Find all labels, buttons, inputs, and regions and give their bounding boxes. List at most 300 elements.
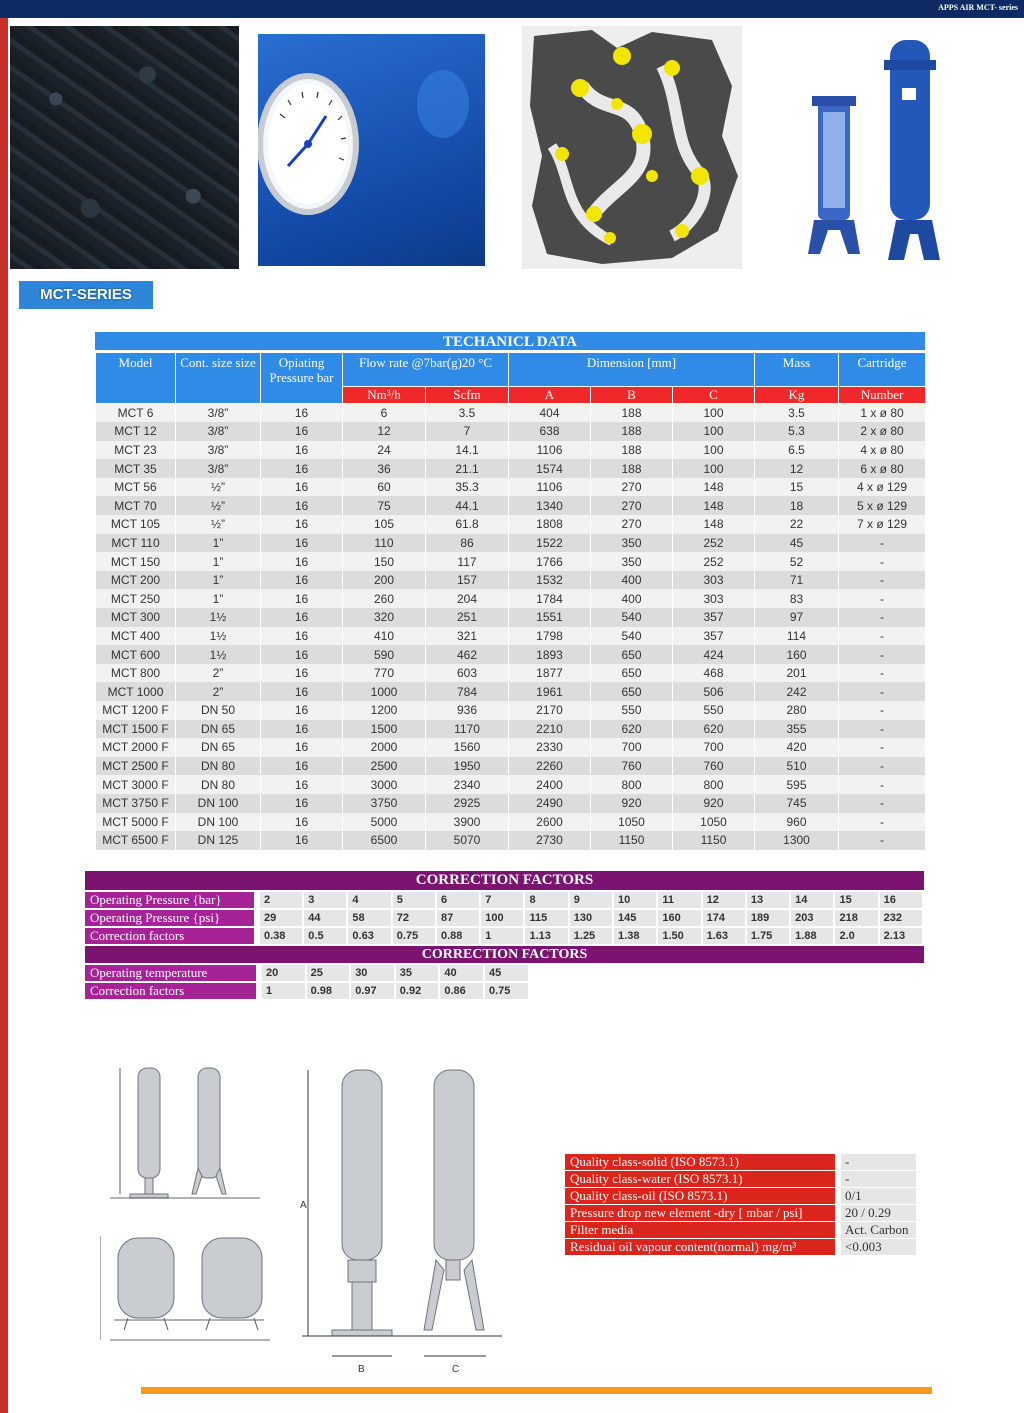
correction-value: 16	[880, 892, 924, 908]
table-cell: 1551	[509, 608, 591, 627]
table-cell: DN 65	[176, 720, 261, 739]
table-cell: 16	[261, 831, 343, 850]
col-cartridge: Cartridge	[839, 353, 926, 387]
table-cell: 770	[343, 664, 426, 683]
filter-dimension-drawings-large	[296, 1060, 512, 1385]
table-cell: 1½	[176, 627, 261, 646]
correction-row-label: Correction factors	[85, 983, 262, 999]
table-cell: 3/8”	[176, 422, 261, 441]
table-cell: 71	[755, 571, 839, 590]
correction-value: 44	[304, 910, 348, 926]
table-cell: 650	[591, 682, 673, 701]
correction-value: 87	[437, 910, 481, 926]
table-cell: 45	[755, 534, 839, 553]
table-cell: 251	[426, 608, 509, 627]
correction-value: 0.75	[393, 928, 437, 944]
table-cell: 60	[343, 478, 426, 497]
table-cell: 1 x ø 80	[839, 404, 926, 423]
table-cell: 5.3	[755, 422, 839, 441]
table-cell: 1798	[509, 627, 591, 646]
table-cell: 1500	[343, 720, 426, 739]
table-cell: 100	[673, 422, 755, 441]
table-cell: 540	[591, 608, 673, 627]
table-cell: 1170	[426, 720, 509, 739]
table-cell: 18	[755, 496, 839, 515]
table-cell: 1½	[176, 608, 261, 627]
correction-value: 4	[348, 892, 392, 908]
table-row	[96, 534, 926, 553]
correction-value: 13	[747, 892, 791, 908]
table-cell: 1106	[509, 441, 591, 460]
technical-data-rows	[96, 404, 926, 850]
quality-value: Act. Carbon	[841, 1222, 916, 1238]
table-cell: 52	[755, 552, 839, 571]
correction-value: 160	[658, 910, 702, 926]
table-cell: 400	[591, 571, 673, 590]
footer-accent-bar	[141, 1387, 932, 1394]
technical-data-title: TECHANICL DATA	[95, 332, 925, 352]
table-cell: 462	[426, 645, 509, 664]
table-cell: 700	[591, 738, 673, 757]
table-row	[96, 552, 926, 571]
correction-value: 115	[525, 910, 569, 926]
table-cell: 16	[261, 720, 343, 739]
correction-value: 1.25	[570, 928, 614, 944]
table-cell: 410	[343, 627, 426, 646]
table-cell: 3/8”	[176, 459, 261, 478]
table-cell: -	[839, 534, 926, 553]
table-cell: 148	[673, 478, 755, 497]
table-cell: -	[839, 813, 926, 832]
table-cell: MCT 800	[96, 664, 176, 683]
col-model: Model	[96, 353, 176, 404]
table-row	[96, 701, 926, 720]
table-cell: 2400	[509, 775, 591, 794]
col-dimension: Dimension [mm]	[509, 353, 755, 387]
correction-value: 15	[835, 892, 879, 908]
table-cell: 357	[673, 627, 755, 646]
table-row	[96, 627, 926, 646]
table-cell: 6500	[343, 831, 426, 850]
table-cell: 16	[261, 757, 343, 776]
table-cell: 1050	[673, 813, 755, 832]
quality-label: Pressure drop new element -dry [ mbar / psi]	[565, 1205, 841, 1221]
table-cell: 16	[261, 589, 343, 608]
table-cell: 936	[426, 701, 509, 720]
quality-label: Quality class-oil (ISO 8573.1)	[565, 1188, 841, 1204]
correction-row-label: Operating temperature	[85, 965, 262, 981]
table-cell: 16	[261, 645, 343, 664]
pressure-gauge-photo	[258, 34, 485, 266]
subcol-number: Number	[839, 387, 926, 404]
quality-row	[565, 1154, 916, 1170]
table-cell: 3900	[426, 813, 509, 832]
table-cell: 1”	[176, 571, 261, 590]
table-cell: 506	[673, 682, 755, 701]
table-cell: 148	[673, 496, 755, 515]
table-cell: 2210	[509, 720, 591, 739]
table-cell: 97	[755, 608, 839, 627]
table-cell: 188	[591, 404, 673, 423]
table-cell: 1150	[673, 831, 755, 850]
correction-row	[85, 965, 530, 981]
correction-value: 1	[262, 983, 307, 999]
table-cell: DN 80	[176, 775, 261, 794]
left-accent-bar	[0, 18, 8, 1413]
table-cell: MCT 200	[96, 571, 176, 590]
correction-row	[85, 983, 530, 999]
table-cell: MCT 12	[96, 422, 176, 441]
correction-value: 0.98	[307, 983, 352, 999]
table-cell: MCT 3750 F	[96, 794, 176, 813]
pressure-correction-grid	[85, 890, 924, 946]
correction-value: 0.92	[396, 983, 441, 999]
table-cell: DN 100	[176, 813, 261, 832]
table-cell: 420	[755, 738, 839, 757]
table-cell: -	[839, 608, 926, 627]
table-cell: 16	[261, 794, 343, 813]
correction-value: 0.63	[348, 928, 392, 944]
correction-value: 40	[440, 965, 485, 981]
table-cell: 550	[673, 701, 755, 720]
table-cell: 16	[261, 664, 343, 683]
quality-class-table	[565, 1153, 916, 1256]
correction-value: 7	[481, 892, 525, 908]
table-cell: 1”	[176, 534, 261, 553]
table-row	[96, 682, 926, 701]
correction-value: 1.13	[525, 928, 569, 944]
table-cell: DN 80	[176, 757, 261, 776]
col-cont-size: Cont. size size	[176, 353, 261, 404]
table-cell: 1574	[509, 459, 591, 478]
table-cell: MCT 56	[96, 478, 176, 497]
correction-value: 2.13	[880, 928, 924, 944]
quality-row	[565, 1222, 916, 1238]
table-cell: 320	[343, 608, 426, 627]
quality-label: Filter media	[565, 1222, 841, 1238]
table-cell: 117	[426, 552, 509, 571]
table-row	[96, 664, 926, 683]
table-row	[96, 496, 926, 515]
table-cell: 620	[591, 720, 673, 739]
table-cell: 188	[591, 441, 673, 460]
table-cell: 638	[509, 422, 591, 441]
quality-label: Quality class-water (ISO 8573.1)	[565, 1171, 841, 1187]
temperature-correction-grid	[85, 963, 530, 1001]
correction-value: 20	[262, 965, 307, 981]
filter-housing-photo	[800, 34, 950, 270]
table-cell: 1”	[176, 552, 261, 571]
table-cell: 105	[343, 515, 426, 534]
series-badge: MCT-SERIES	[19, 281, 153, 309]
correction-value: 9	[570, 892, 614, 908]
correction-value: 1.63	[703, 928, 747, 944]
correction-row-label: Correction factors	[85, 928, 260, 944]
table-cell: MCT 250	[96, 589, 176, 608]
table-cell: 1522	[509, 534, 591, 553]
activated-carbon-photo	[10, 26, 239, 269]
correction-row	[85, 910, 924, 926]
table-cell: 114	[755, 627, 839, 646]
col-flow-rate	[343, 353, 509, 387]
table-cell: 21.1	[426, 459, 509, 478]
table-cell: 1340	[509, 496, 591, 515]
table-cell: 1893	[509, 645, 591, 664]
correction-value: 1.75	[747, 928, 791, 944]
correction-value: 0.86	[440, 983, 485, 999]
table-cell: 16	[261, 682, 343, 701]
table-cell: 1050	[591, 813, 673, 832]
table-cell: 350	[591, 534, 673, 553]
quality-value: 0/1	[841, 1188, 916, 1204]
table-cell: 16	[261, 701, 343, 720]
quality-row	[565, 1239, 916, 1255]
table-cell: -	[839, 738, 926, 757]
correction-value: 1.88	[791, 928, 835, 944]
table-cell: 2340	[426, 775, 509, 794]
correction-value: 0.75	[485, 983, 530, 999]
table-cell: 16	[261, 775, 343, 794]
table-cell: 270	[591, 515, 673, 534]
correction-value: 1	[481, 928, 525, 944]
table-cell: 188	[591, 422, 673, 441]
table-cell: 16	[261, 515, 343, 534]
quality-label: Residual oil vapour content(normal) mg/m³	[565, 1239, 841, 1255]
correction-value: 130	[570, 910, 614, 926]
table-cell: 16	[261, 422, 343, 441]
quality-value: 20 / 0.29	[841, 1205, 916, 1221]
table-cell: 16	[261, 608, 343, 627]
header-title: APPS AIR MCT- series	[938, 3, 1018, 12]
top-banner	[0, 0, 1024, 18]
quality-label: Quality class-solid (ISO 8573.1)	[565, 1154, 841, 1170]
table-cell: 12	[343, 422, 426, 441]
table-cell: 83	[755, 589, 839, 608]
table-cell: 3750	[343, 794, 426, 813]
table-row	[96, 571, 926, 590]
table-cell: 16	[261, 478, 343, 497]
table-cell: 920	[673, 794, 755, 813]
table-cell: 100	[673, 459, 755, 478]
table-cell: 280	[755, 701, 839, 720]
table-cell: MCT 2000 F	[96, 738, 176, 757]
table-cell: 2”	[176, 682, 261, 701]
table-cell: 784	[426, 682, 509, 701]
table-cell: 24	[343, 441, 426, 460]
table-cell: DN 100	[176, 794, 261, 813]
correction-value: 145	[614, 910, 658, 926]
table-cell: 1532	[509, 571, 591, 590]
table-cell: 1106	[509, 478, 591, 497]
table-cell: 16	[261, 441, 343, 460]
table-cell: 540	[591, 627, 673, 646]
table-cell: 2”	[176, 664, 261, 683]
table-cell: MCT 1000	[96, 682, 176, 701]
temperature-correction-table	[85, 946, 924, 1001]
correction-value: 30	[351, 965, 396, 981]
correction-value: 10	[614, 892, 658, 908]
table-cell: MCT 70	[96, 496, 176, 515]
table-cell: 760	[673, 757, 755, 776]
quality-row	[565, 1171, 916, 1187]
subcol-b: B	[591, 387, 673, 404]
table-cell: MCT 3000 F	[96, 775, 176, 794]
table-cell: 61.8	[426, 515, 509, 534]
table-cell: -	[839, 701, 926, 720]
quality-value: -	[841, 1171, 916, 1187]
subcol-nm3: Nm³/h	[343, 387, 426, 404]
correction-value: 2.0	[835, 928, 879, 944]
table-cell: 2170	[509, 701, 591, 720]
table-cell: 2600	[509, 813, 591, 832]
table-cell: MCT 6	[96, 404, 176, 423]
table-cell: 16	[261, 552, 343, 571]
correction-value: 12	[703, 892, 747, 908]
table-cell: 2000	[343, 738, 426, 757]
table-cell: 16	[261, 534, 343, 553]
table-cell: 2260	[509, 757, 591, 776]
quality-value: -	[841, 1154, 916, 1170]
table-cell: 350	[591, 552, 673, 571]
table-cell: 15	[755, 478, 839, 497]
table-row	[96, 441, 926, 460]
table-cell: 148	[673, 515, 755, 534]
table-row	[96, 608, 926, 627]
table-cell: 3/8”	[176, 404, 261, 423]
table-cell: 650	[591, 645, 673, 664]
table-cell: 1766	[509, 552, 591, 571]
table-cell: 760	[591, 757, 673, 776]
table-cell: 745	[755, 794, 839, 813]
table-cell: MCT 35	[96, 459, 176, 478]
table-cell: -	[839, 794, 926, 813]
table-cell: MCT 1500 F	[96, 720, 176, 739]
table-cell: -	[839, 645, 926, 664]
table-cell: 424	[673, 645, 755, 664]
correction-row-label: Operating Pressure {bar}	[85, 892, 260, 908]
table-cell: 110	[343, 534, 426, 553]
correction-value: 14	[791, 892, 835, 908]
filter-dimension-drawings-small	[100, 1058, 280, 1373]
table-cell: MCT 400	[96, 627, 176, 646]
table-cell: 201	[755, 664, 839, 683]
table-cell: 550	[591, 701, 673, 720]
dimension-label-a: A	[300, 1200, 307, 1211]
correction-value: 0.88	[437, 928, 481, 944]
table-cell: 7 x ø 129	[839, 515, 926, 534]
table-cell: 510	[755, 757, 839, 776]
correction-value: 100	[481, 910, 525, 926]
table-cell: 355	[755, 720, 839, 739]
table-cell: 160	[755, 645, 839, 664]
correction-value: 25	[307, 965, 352, 981]
table-cell: 700	[673, 738, 755, 757]
table-cell: 86	[426, 534, 509, 553]
table-row	[96, 813, 926, 832]
table-cell: 3.5	[755, 404, 839, 423]
table-cell: 3000	[343, 775, 426, 794]
correction-value: 0.38	[260, 928, 304, 944]
correction-value: 11	[658, 892, 702, 908]
table-cell: 321	[426, 627, 509, 646]
table-row	[96, 738, 926, 757]
table-row	[96, 720, 926, 739]
table-cell: 3/8”	[176, 441, 261, 460]
table-cell: -	[839, 720, 926, 739]
table-cell: 1961	[509, 682, 591, 701]
table-cell: 920	[591, 794, 673, 813]
flow-rate-label: Flow rate @7bar(g)20 °C	[358, 355, 493, 370]
table-cell: 252	[673, 534, 755, 553]
table-cell: 100	[673, 441, 755, 460]
correction-value: 5	[393, 892, 437, 908]
table-cell: 4 x ø 129	[839, 478, 926, 497]
table-cell: 16	[261, 404, 343, 423]
correction-value: 3	[304, 892, 348, 908]
table-row	[96, 422, 926, 441]
table-cell: 590	[343, 645, 426, 664]
table-cell: 1808	[509, 515, 591, 534]
correction-value: 174	[703, 910, 747, 926]
dimension-label-c: C	[452, 1364, 460, 1375]
table-cell: 1000	[343, 682, 426, 701]
table-cell: -	[839, 664, 926, 683]
table-row	[96, 645, 926, 664]
table-cell: 2500	[343, 757, 426, 776]
table-cell: 36	[343, 459, 426, 478]
col-mass: Mass	[755, 353, 839, 387]
table-cell: 960	[755, 813, 839, 832]
table-cell: 1300	[755, 831, 839, 850]
table-cell: 6 x ø 80	[839, 459, 926, 478]
correction-value: 189	[747, 910, 791, 926]
correction-value: 218	[835, 910, 879, 926]
table-cell: 6	[343, 404, 426, 423]
table-cell: -	[839, 552, 926, 571]
table-row	[96, 404, 926, 423]
table-cell: MCT 5000 F	[96, 813, 176, 832]
table-cell: 14.1	[426, 441, 509, 460]
correction-value: 35	[396, 965, 441, 981]
correction-value: 45	[485, 965, 530, 981]
table-cell: 800	[673, 775, 755, 794]
table-cell: 1”	[176, 589, 261, 608]
dimension-label-b: B	[358, 1364, 365, 1375]
table-cell: MCT 23	[96, 441, 176, 460]
table-cell: MCT 105	[96, 515, 176, 534]
subcol-a: A	[509, 387, 591, 404]
table-cell: ½”	[176, 515, 261, 534]
table-cell: 16	[261, 627, 343, 646]
pressure-correction-table	[85, 871, 924, 946]
table-cell: 1½	[176, 645, 261, 664]
table-cell: MCT 600	[96, 645, 176, 664]
table-cell: 303	[673, 571, 755, 590]
table-cell: DN 50	[176, 701, 261, 720]
table-cell: -	[839, 571, 926, 590]
table-cell: 1560	[426, 738, 509, 757]
table-cell: 2730	[509, 831, 591, 850]
table-cell: 1784	[509, 589, 591, 608]
correction-value: 58	[348, 910, 392, 926]
table-cell: 242	[755, 682, 839, 701]
table-cell: MCT 6500 F	[96, 831, 176, 850]
subcol-scfm: Scfm	[426, 387, 509, 404]
table-cell: 468	[673, 664, 755, 683]
table-cell: 252	[673, 552, 755, 571]
table-row	[96, 515, 926, 534]
table-row	[96, 831, 926, 850]
